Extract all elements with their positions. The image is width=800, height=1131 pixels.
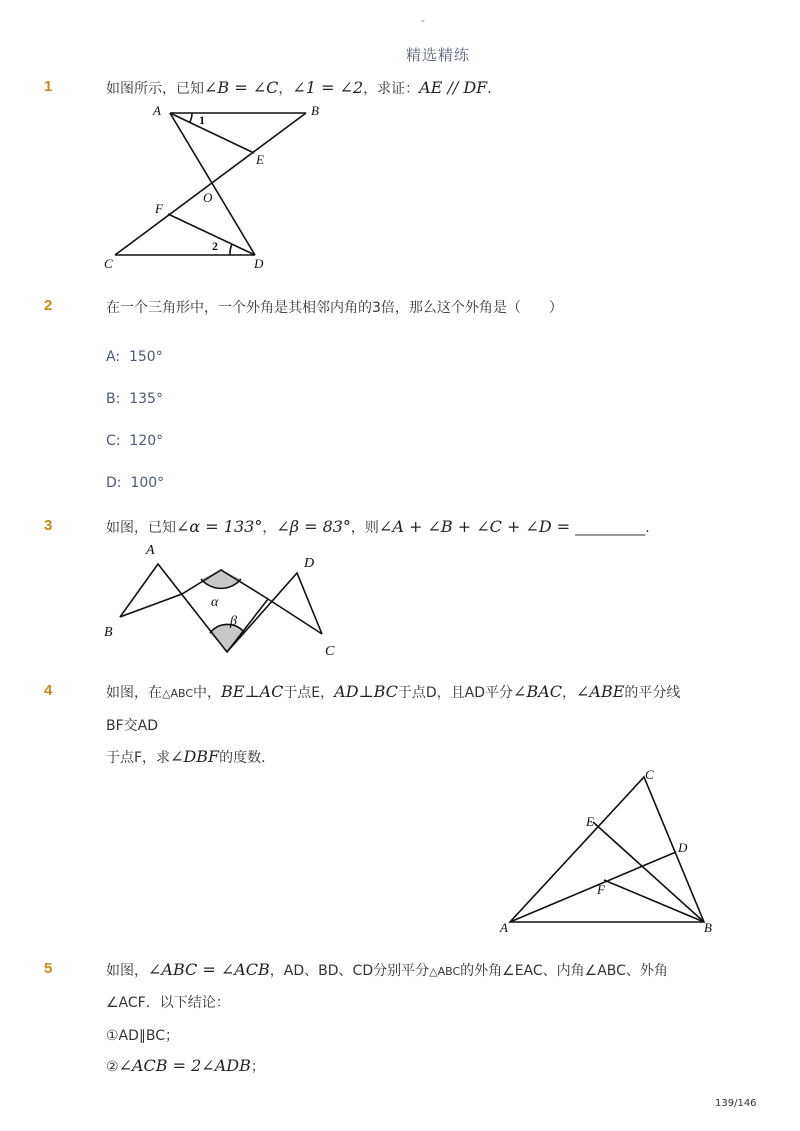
text-segment: 的度数． <box>219 750 276 766</box>
question-number: 4 <box>44 682 53 699</box>
math-expression: AD⊥BC <box>334 682 398 701</box>
math-expression: ∠BAC <box>513 682 563 701</box>
question-number: 2 <box>44 297 53 314</box>
segment-be <box>593 822 704 922</box>
text-segment: ，AD、BD、CD分别平分 <box>269 963 430 979</box>
conclusion-2 <box>106 1056 265 1076</box>
option-letter: A: <box>106 349 121 365</box>
label-c: C <box>645 767 654 782</box>
option-value: 120° <box>129 433 164 449</box>
math-expression: ∠ABC = ∠ACB <box>148 960 270 979</box>
text-segment: △ABC <box>429 965 461 978</box>
label-d: D <box>678 840 688 855</box>
math-expression: ∠ABE <box>576 682 625 701</box>
option-letter: D: <box>106 475 122 491</box>
header-dash: - <box>421 14 425 27</box>
question-text-line-2: ∠ACF．以下结论： <box>106 995 230 1011</box>
text-segment: 的平分线 <box>624 685 681 701</box>
math-expression: BE⊥AC <box>221 682 284 701</box>
question-text-line-2: BF交AD <box>106 718 159 734</box>
math-expression: ∠ACB = 2∠ADB <box>118 1056 251 1075</box>
label-b: B <box>704 920 712 935</box>
section-title: 精选精练 <box>405 46 470 64</box>
question-text-line-1 <box>106 960 668 980</box>
text-segment: 的外角∠EAC、内角∠ABC、外角 <box>460 963 668 979</box>
conclusion-1: ①AD∥BC； <box>106 1028 180 1044</box>
label-angle-1: 1 <box>199 113 205 127</box>
option-value: 150° <box>128 349 163 365</box>
label-o: O <box>203 190 213 205</box>
segment-ad <box>510 852 676 922</box>
label-a: A <box>500 920 508 935</box>
text-segment: 如图，已知 <box>106 520 176 536</box>
label-a: A <box>153 103 161 118</box>
option-value: 100° <box>130 475 165 491</box>
answer-blank[interactable]: __________ <box>575 520 646 536</box>
question-text: 在一个三角形中，一个外角是其相邻内角的3倍，那么这个外角是（ ） <box>106 300 563 316</box>
page-number: 139/146 <box>715 1098 757 1109</box>
label-d: D <box>254 256 264 271</box>
label-b: B <box>104 625 113 640</box>
text-segment: 于点F，求 <box>106 750 171 766</box>
text-segment: ，则 <box>350 520 379 536</box>
text-segment: 如图，在 <box>106 685 162 701</box>
text-segment: 如图， <box>106 963 148 979</box>
label-a: A <box>146 543 155 558</box>
text-segment: 于点E， <box>283 685 335 701</box>
label-f: F <box>597 882 605 897</box>
question-number: 1 <box>44 78 53 95</box>
math-expression: ∠DBF <box>170 747 220 766</box>
triangle-abc <box>510 777 704 922</box>
label-beta: β <box>230 614 237 629</box>
math-expression: AE // DF <box>419 78 488 97</box>
text-segment: 中， <box>193 685 222 701</box>
text-segment: ， <box>278 81 293 97</box>
text-segment: ， <box>262 520 277 536</box>
option-letter: C: <box>106 433 121 449</box>
question-number: 3 <box>44 517 53 534</box>
math-expression: ∠B = ∠C <box>204 78 279 97</box>
option-value: 135° <box>129 391 163 407</box>
text-segment: ② <box>106 1059 119 1075</box>
text-segment: 于点D，且AD平分 <box>397 685 514 701</box>
text-segment: . <box>487 81 492 97</box>
label-d: D <box>304 556 315 571</box>
label-f: F <box>155 201 163 216</box>
text-segment: ，求证： <box>363 81 420 97</box>
label-alpha: α <box>211 595 219 610</box>
option-letter: B: <box>106 391 121 407</box>
label-c: C <box>325 644 335 659</box>
label-angle-2: 2 <box>212 239 218 253</box>
text-segment: ， <box>562 685 577 701</box>
label-e: E <box>256 152 264 167</box>
label-c: C <box>104 256 113 271</box>
text-segment: 如图所示，已知 <box>106 81 204 97</box>
text-segment: . <box>645 520 650 536</box>
math-expression: ∠α = 133° <box>176 517 263 536</box>
text-segment: △ABC <box>162 687 194 700</box>
label-b: B <box>311 103 319 118</box>
math-expression: ∠β = 83° <box>276 517 351 536</box>
math-expression: ∠A + ∠B + ∠C + ∠D = <box>378 517 576 536</box>
math-expression: ∠1 = ∠2 <box>292 78 364 97</box>
text-segment: ； <box>250 1059 265 1075</box>
question-number: 5 <box>44 960 53 977</box>
label-e: E <box>586 814 594 829</box>
